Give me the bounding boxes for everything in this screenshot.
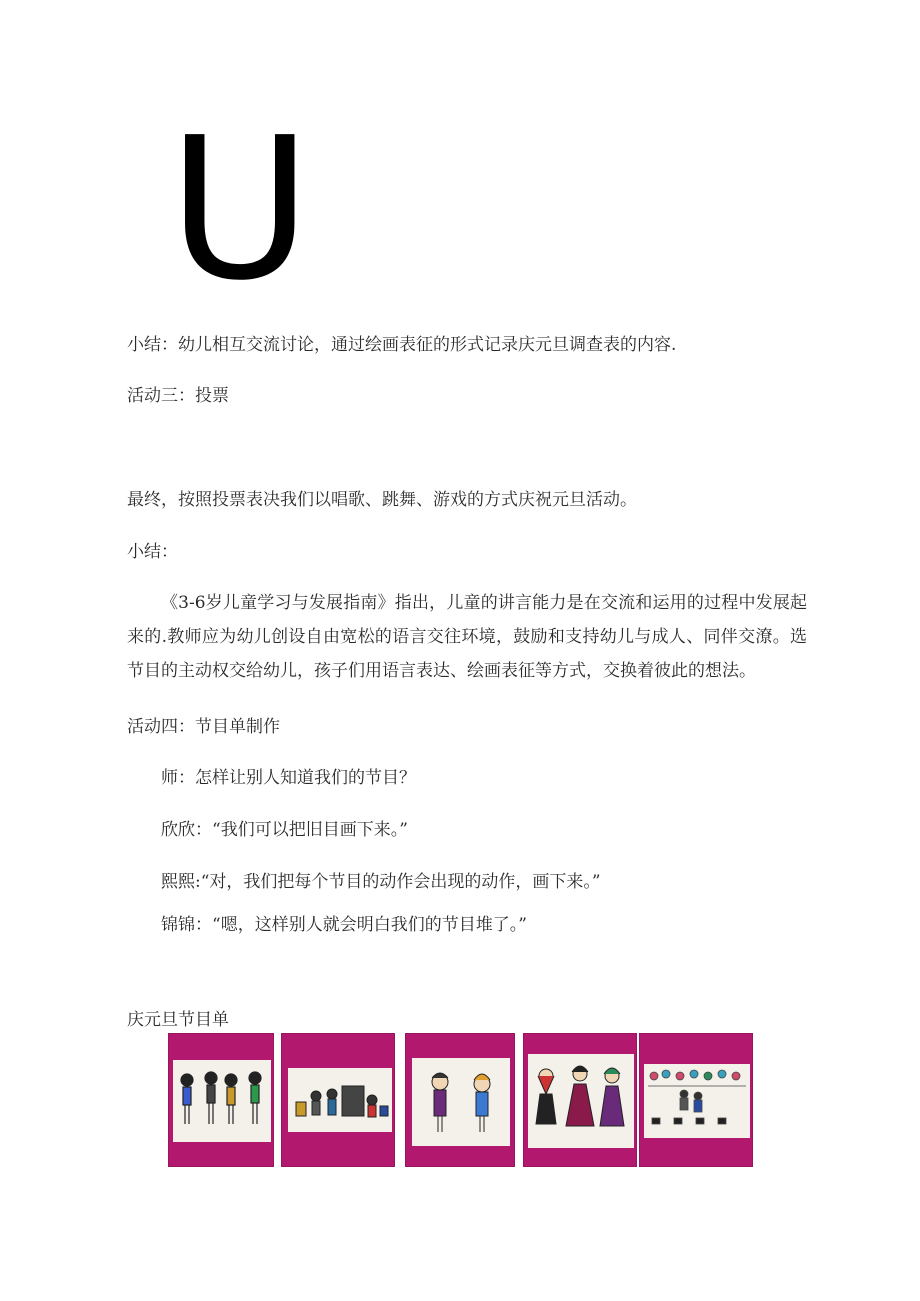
drawing-performers-icon xyxy=(406,1034,515,1167)
dialogue-teacher: 师：怎样让别人知道我们的节目？ xyxy=(161,768,416,788)
drawing-dancers-icon xyxy=(169,1034,274,1167)
program-caption: 庆元旦节目单 xyxy=(127,1010,229,1030)
program-photo-strip xyxy=(168,1033,758,1169)
summary-2-heading: 小结： xyxy=(127,542,178,562)
guide-paragraph: 《3-6岁儿童学习与发展指南》指出，儿童的讲言能力是在交流和运用的过程中发展起来的.教师应为幼儿创设自由宽松的语言交往环境，鼓励和支持幼儿与成人、同伴交潦。选节目的主动权交给幼儿，孩子们用语言表达、绘画表征等方式，交换着彼此的想法。 xyxy=(127,593,807,681)
dialogue-xinxin: 欣欣：“我们可以把旧目画下来。” xyxy=(161,820,408,840)
drawing-dancers-photo xyxy=(168,1033,274,1167)
summary-1: 小结：幼儿相互交流讨论，通过绘画表征的形式记录庆元旦调查表的内容. xyxy=(127,335,677,355)
drawing-performers-photo xyxy=(405,1033,515,1167)
final-decision-text: 最终，按照投票表决我们以唱歌、跳舞、游戏的方式庆祝元旦活动。 xyxy=(127,490,637,510)
drawing-singers-photo xyxy=(281,1033,395,1167)
large-letter: U xyxy=(168,96,312,324)
dialogue-xixi: 熙熙:“对，我们把每个节目的动作会出现的动作，画下来。” xyxy=(161,872,601,892)
drawing-stage-photo xyxy=(639,1033,753,1167)
drawing-singers-icon xyxy=(282,1034,395,1167)
activity-3-heading: 活动三：投票 xyxy=(127,386,229,406)
drawing-costumes-photo xyxy=(523,1033,637,1167)
activity-4-heading: 活动四：节目单制作 xyxy=(127,717,280,737)
dialogue-jinjin: 锦锦：“嗯，这样别人就会明白我们的节目堆了。” xyxy=(161,915,527,935)
drawing-stage-icon xyxy=(640,1034,753,1167)
drawing-costumes-icon xyxy=(524,1034,637,1167)
